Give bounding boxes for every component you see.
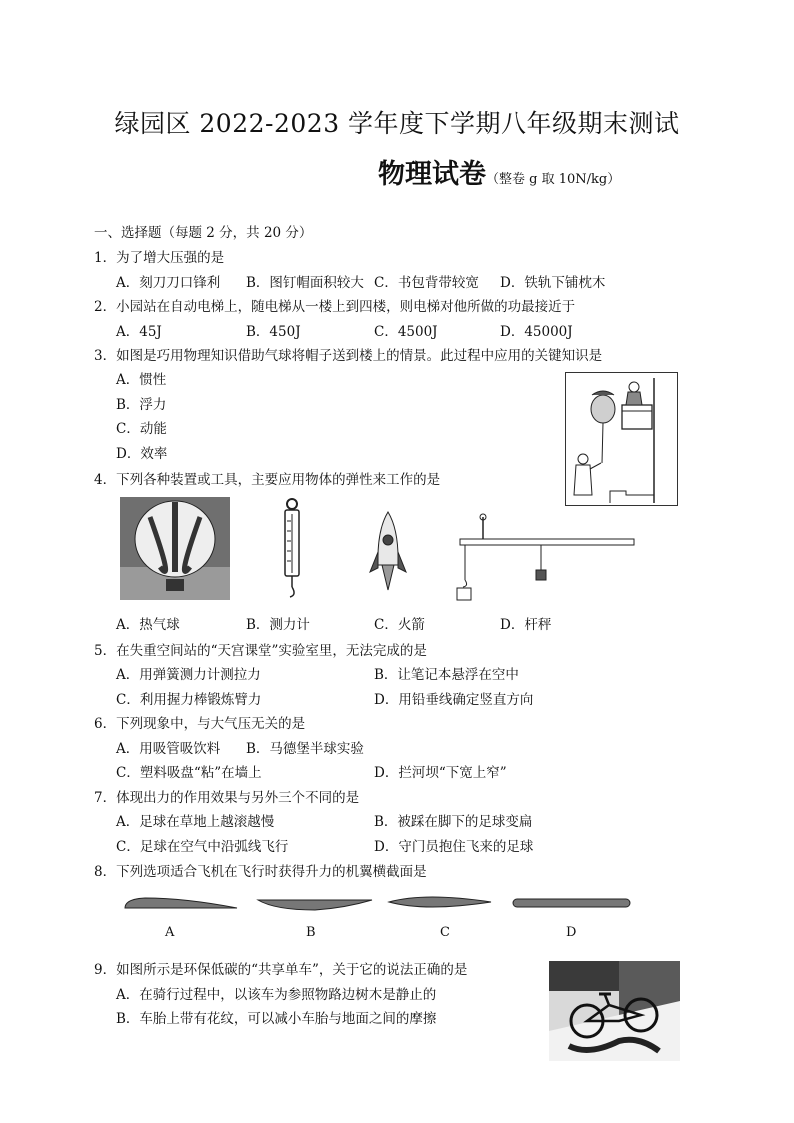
subtitle-note: （整卷 g 取 10N/kg） [486, 172, 621, 187]
q9-option-b: B．车胎上带有花纹，可以减小车胎与地面之间的摩擦 [116, 1011, 437, 1027]
q5-option-a: A．用弹簧测力计测拉力 [116, 667, 261, 683]
q7-option-a: A．足球在草地上越滚越慢 [116, 814, 275, 830]
q7-stem: 7．体现出力的作用效果与另外三个不同的是 [94, 790, 360, 806]
wing-label-b: B [306, 925, 316, 940]
balloon-hat-figure [565, 372, 678, 506]
wing-c-shape [389, 897, 491, 907]
q9-stem: 9．如图所示是环保低碳的“共享单车”，关于它的说法正确的是 [94, 962, 468, 978]
q7-option-c: C．足球在空气中沿弧线飞行 [116, 839, 289, 855]
shared-bike-image [549, 961, 680, 1061]
q1-stem: 1．为了增大压强的是 [94, 250, 225, 266]
section-heading: 一、选择题（每题 2 分，共 20 分） [94, 225, 313, 241]
q9-option-a: A．在骑行过程中，以该车为参照物路边树木是静止的 [116, 987, 437, 1003]
q4-stem: 4．下列各种装置或工具，主要应用物体的弹性来工作的是 [94, 472, 441, 488]
wing-label-d: D [566, 925, 577, 940]
q7-option-d: D．守门员抱住飞来的足球 [374, 839, 534, 855]
q5-option-d: D．用铅垂线确定竖直方向 [374, 692, 534, 708]
subtitle-text: 物理试卷 [378, 159, 486, 190]
q4-option-b: B．测力计 [246, 617, 310, 633]
q1-option-d: D．铁轨下铺枕木 [500, 275, 606, 291]
q2-option-c: C．4500J [374, 324, 438, 340]
spring-scale-image [275, 497, 309, 600]
q1-option-c: C．书包背带较宽 [374, 275, 479, 291]
q2-option-d: D．45000J [500, 324, 573, 340]
hot-air-balloon-image [120, 497, 230, 600]
q6-option-a: A．用吸管吸饮料 [116, 741, 221, 757]
exam-title: 绿园区 2022-2023 学年度下学期八年级期末测试 [114, 109, 680, 138]
q5-stem: 5．在失重空间站的“天宫课堂”实验室里，无法完成的是 [94, 643, 427, 659]
q8-stem: 8．下列选项适合飞机在飞行时获得升力的机翼横截面是 [94, 864, 427, 880]
q4-option-d: D．杆秤 [500, 617, 552, 633]
q4-option-c: C．火箭 [374, 617, 425, 633]
q6-option-b: B．马德堡半球实验 [246, 741, 364, 757]
q3-option-c: C．动能 [116, 421, 167, 437]
q1-option-b: B．图钉帽面积较大 [246, 275, 364, 291]
q6-option-d: D．拦河坝“下宽上窄” [374, 765, 507, 781]
q3-option-a: A．惯性 [116, 372, 167, 388]
steelyard-image [455, 512, 637, 604]
rocket-image [368, 510, 408, 595]
wing-cross-sections [115, 886, 640, 916]
q6-stem: 6．下列现象中，与大气压无关的是 [94, 716, 306, 732]
q1-option-a: A．刻刀刀口锋利 [116, 275, 221, 291]
q5-option-b: B．让笔记本悬浮在空中 [374, 667, 519, 683]
wing-a-shape [125, 898, 237, 908]
q3-option-d: D．效率 [116, 446, 168, 462]
wing-d-shape [513, 899, 630, 907]
q6-option-c: C．塑料吸盘“粘”在墙上 [116, 765, 262, 781]
q4-option-a: A．热气球 [116, 617, 180, 633]
wing-label-a: A [165, 925, 175, 940]
q2-option-b: B．450J [246, 324, 301, 340]
q3-option-b: B．浮力 [116, 397, 167, 413]
q2-stem: 2．小园站在自动电梯上，随电梯从一楼上到四楼，则电梯对他所做的功最接近于 [94, 299, 576, 315]
q3-stem: 3．如图是巧用物理知识借助气球将帽子送到楼上的情景。此过程中应用的关键知识是 [94, 348, 603, 364]
wing-label-c: C [440, 925, 450, 940]
q2-option-a: A．45J [116, 324, 162, 340]
q5-option-c: C．利用握力棒锻炼臂力 [116, 692, 262, 708]
exam-subtitle [378, 152, 620, 191]
wing-b-shape [258, 900, 372, 910]
q7-option-b: B．被踩在脚下的足球变扁 [374, 814, 533, 830]
